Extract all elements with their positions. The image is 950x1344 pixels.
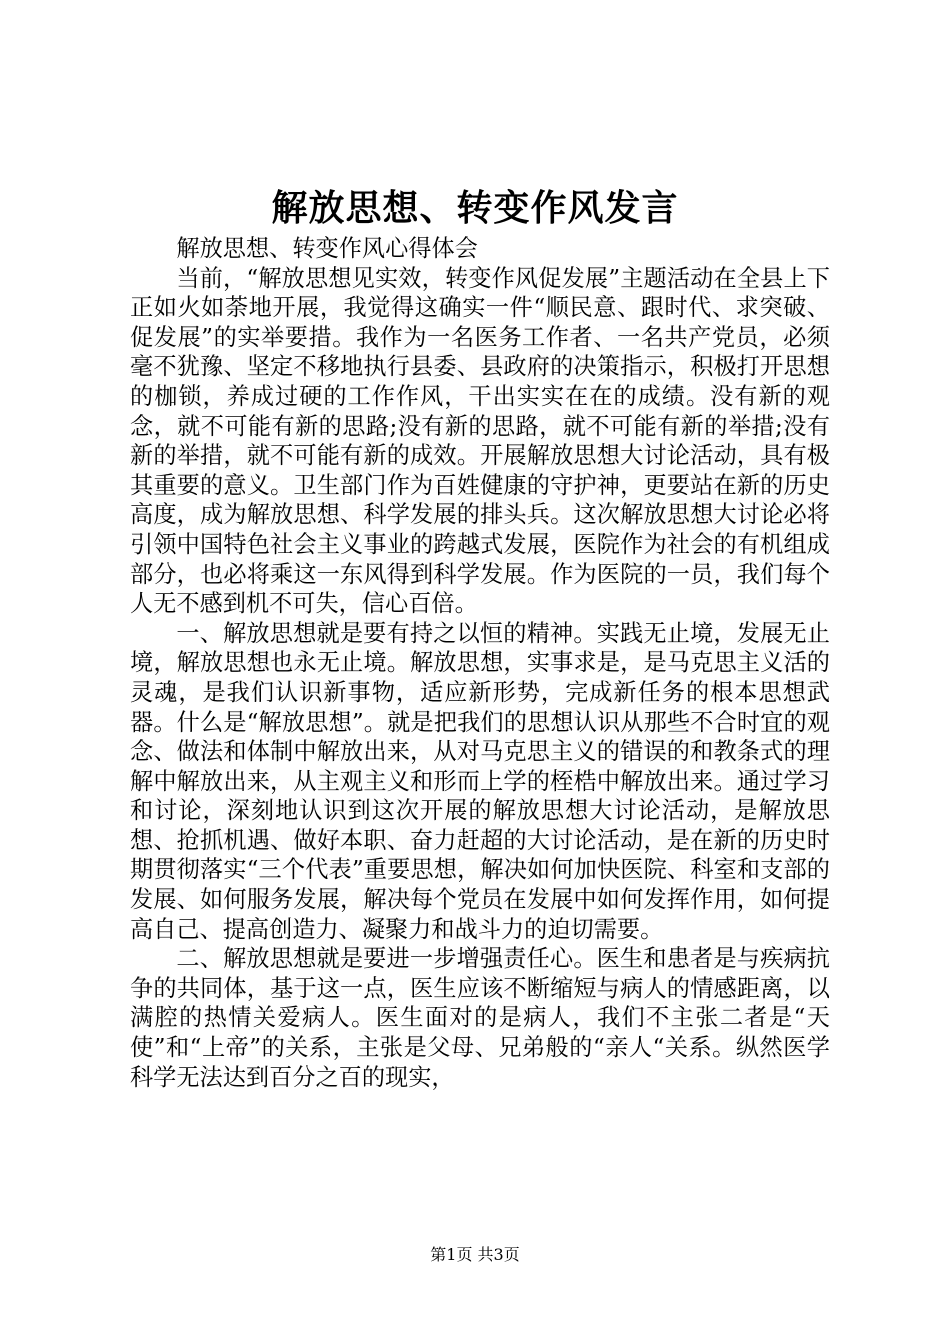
document-body [130,234,830,1092]
document-title: 解放思想、转变作风发言 [271,187,679,229]
paragraph-subtitle: 解放思想、转变作风心得体会 [176,235,478,262]
paragraph-section-two: 二、解放思想就是要进一步增强责任心。医生和患者是与疾病抗争的共同体，基于这一点，医生应该不断缩短与病人的情感距离，以满腔的热情关爱病人。医生面对的是病人，我们不主张二者是“天使”和“上帝”的关系，主张是父母、兄弟般的“亲人“关系。纵然医学科学无法达到百分之百的现实， [130,945,830,1091]
paragraph-section-one: 一、解放思想就是要有持之以恒的精神。实践无止境，发展无止境，解放思想也永无止境。解放思想，实事求是，是马克思主义活的灵魂，是我们认识新事物，适应新形势，完成新任务的根本思想武器。什么是“解放思想”。就是把我们的思想认识从那些不合时宜的观念、做法和体制中解放出来，从对马克思主义的错误的和教条式的理解中解放出来，从主观主义和形而上学的桎梏中解放出来。通过学习和讨论，深刻地认识到这次开展的解放思想大讨论活动，是解放思想、抢抓机遇、做好本职、奋力赶超的大讨论活动，是在新的历史时期贯彻落实“三个代表”重要思想，解决如何加快医院、科室和支部的发展、如何服务发展，解决每个党员在发展中如何发挥作用，如何提高自己、提高创造力、凝聚力和战斗力的迫切需要。 [130,619,830,943]
page-footer: 第1页 共3页 [430,1245,520,1264]
paragraph-intro: 当前，“解放思想见实效，转变作风促发展”主题活动在全县上下正如火如荼地开展，我觉得这确实一件“顺民意、跟时代、求突破、促发展”的实举要措。我作为一名医务工作者、一名共产党员，必须毫不犹豫、坚定不移地执行县委、县政府的决策指示，积极打开思想的枷锁，养成过硬的工作作风，干出实实在在的成绩。没有新的观念，就不可能有新的思路;没有新的思路，就不可能有新的举措;没有新的举措，就不可能有新的成效。开展解放思想大讨论活动，具有极其重要的意义。卫生部门作为百姓健康的守护神，更要站在新的历史高度，成为解放思想、科学发展的排头兵。这次解放思想大讨论必将引领中国特色社会主义事业的跨越式发展，医院作为社会的有机组成部分，也必将乘这一东风得到科学发展。作为医院的一员，我们每个人无不感到机不可失，信心百倍。 [130,264,830,618]
